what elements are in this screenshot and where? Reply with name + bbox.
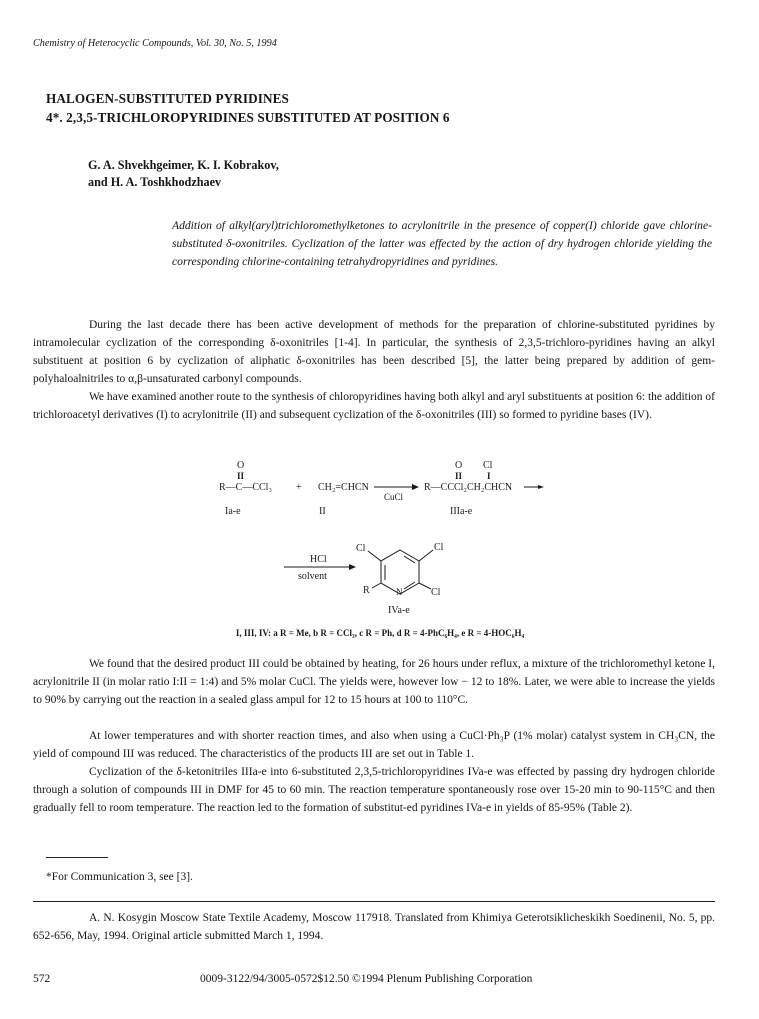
article-subtitle: 4*. 2,3,5-TRICHLOROPYRIDINES SUBSTITUTED AT POSITION 6: [46, 110, 450, 125]
ketone-double-bond: II: [237, 471, 245, 481]
body-paragraph-5: Cyclization of the δ-ketonitriles IIIa-e into 6-substituted 2,3,5-trichloropyridines IVa-e was effected by passing dry hydrogen chloride through a solution of compounds III in DMF for 45 to 60 min. The reaction temperature spontaneously rose over 15-20 min to 90-115°C and then gradually fell to room temperature. The reaction led to the formation of substitut-ed pyridines IVa-e in yields of 85-95% (Table 2).: [33, 766, 715, 814]
continue-arrow-head: [538, 485, 544, 489]
ring-double-bond-1: [404, 556, 415, 563]
body-paragraph-3: We found that the desired product III could be obtained by heating, for 26 hours under reflux, a mixture of the trichloromethyl ketone I, acrylonitrile II (in molar ratio I:II = 1:4) and 5% molar CuCl. The yields were, however low − 12 to 18%. Later, we were able to increase the yields to 90% by carrying out the reaction in a sealed glass ampul for 12 to 15 hours at 100 to 110°C.: [33, 658, 715, 706]
ring-n: N: [396, 587, 403, 597]
ring-cl-bottom: Cl: [431, 587, 441, 598]
bond-cl-bottom: [419, 583, 431, 589]
footnote-rule: [46, 857, 108, 858]
authors-line-1: G. A. Shvekhgeimer, K. I. Kobrakov,: [88, 158, 279, 172]
journal-header: Chemistry of Heterocyclic Compounds, Vol. 30, No. 5, 1994: [33, 38, 277, 49]
reactant-ii: CH₂=CHCN: [318, 482, 369, 493]
abstract: Addition of alkyl(aryl)trichloromethylketones to acrylonitrile in the presence of copper(I) chloride gave chlorine-substituted δ-oxonitriles. Cyclization of the latter was effected by the action of dry hydrogen chloride yielding the corresponding chlorine-containing tetrahydropyridines and pyridines.: [172, 219, 712, 268]
product-chlorine: Cl: [483, 460, 493, 471]
ring-r: R: [363, 585, 370, 596]
footnote: *For Communication 3, see [3].: [46, 871, 193, 883]
product-double-bond: II: [455, 471, 463, 481]
copyright-line: 0009-3122/94/3005-0572$12.50 ©1994 Plenum Publishing Corporation: [200, 973, 533, 985]
ring-cl-left: Cl: [356, 543, 366, 554]
substituent-legend: I, III, IV: a R = Me, b R = CCl₃, c R = Ph, d R = 4-PhC₆H₄, e R = 4-HOC₆H₄: [235, 628, 525, 638]
solvent-label: solvent: [298, 571, 327, 582]
label-i: Ia-e: [225, 506, 241, 517]
authors-line-2: and H. A. Toshkhodzhaev: [88, 175, 222, 189]
body-paragraph-2: We have examined another route to the synthesis of chloropyridines having both alkyl and aryl substituents at position 6: the addition of trichloroacetyl derivatives (I) to acrylonitrile (II) and subsequent cyclization of the δ-oxonitriles (III) so formed to pyridine bases (IV).: [33, 391, 716, 421]
bond-cl-left: [368, 551, 381, 561]
page-number: 572: [33, 973, 51, 985]
reagent-hcl: HCl: [310, 554, 327, 565]
reaction-scheme: [0, 455, 759, 645]
label-iv: IVa-e: [388, 605, 410, 616]
reactant-i: R—C—CCl₃: [219, 482, 272, 493]
product-iii: R—CCCl₂CH₂CHCN: [424, 482, 513, 493]
body-paragraph-1: During the last decade there has been active development of methods for the preparation of chlorine-substituted pyridines by intramolecular cyclization of the corresponding δ-oxonitriles [1-4]. In particular, the synthesis of 2,3,5-trichloro-pyridines having an alkyl substituent at position 6 by cyclization of aliphatic δ-oxonitriles has been described [5], the latter being prepared by addition of gem-polyhaloalnitriles to α,β-unsaturated carbonyl compounds.: [33, 319, 715, 385]
bond-cl-right: [419, 550, 433, 561]
product-oxygen: O: [455, 460, 463, 471]
label-ii: II: [319, 506, 326, 517]
plus-sign: +: [296, 482, 302, 493]
body-paragraph-4: At lower temperatures and with shorter reaction times, and also when using a CuCl·Ph₃P (1% molar) catalyst system in CH₃CN, the yield of compound III was reduced. The characteristics of the products III are set out in Table 1.: [33, 730, 715, 760]
label-iii: IIIa-e: [450, 506, 473, 517]
article-title: HALOGEN-SUBSTITUTED PYRIDINES: [46, 91, 289, 106]
bond-r: [372, 583, 381, 588]
affiliation-rule: [33, 901, 715, 902]
ring-cl-right: Cl: [434, 542, 444, 553]
product-single-bond: I: [487, 471, 491, 481]
reaction-arrow-2-head: [349, 564, 356, 570]
ketone-oxygen: O: [237, 460, 245, 471]
affiliation: A. N. Kosygin Moscow State Textile Academy, Moscow 117918. Translated from Khimiya Geterotsiklicheskikh Soedinenii, No. 5, pp. 652-656, May, 1994. Original article submitted March 1, 1994.: [33, 912, 715, 942]
catalyst-label: CuCl: [384, 492, 404, 502]
reaction-arrow-1-head: [412, 484, 419, 490]
